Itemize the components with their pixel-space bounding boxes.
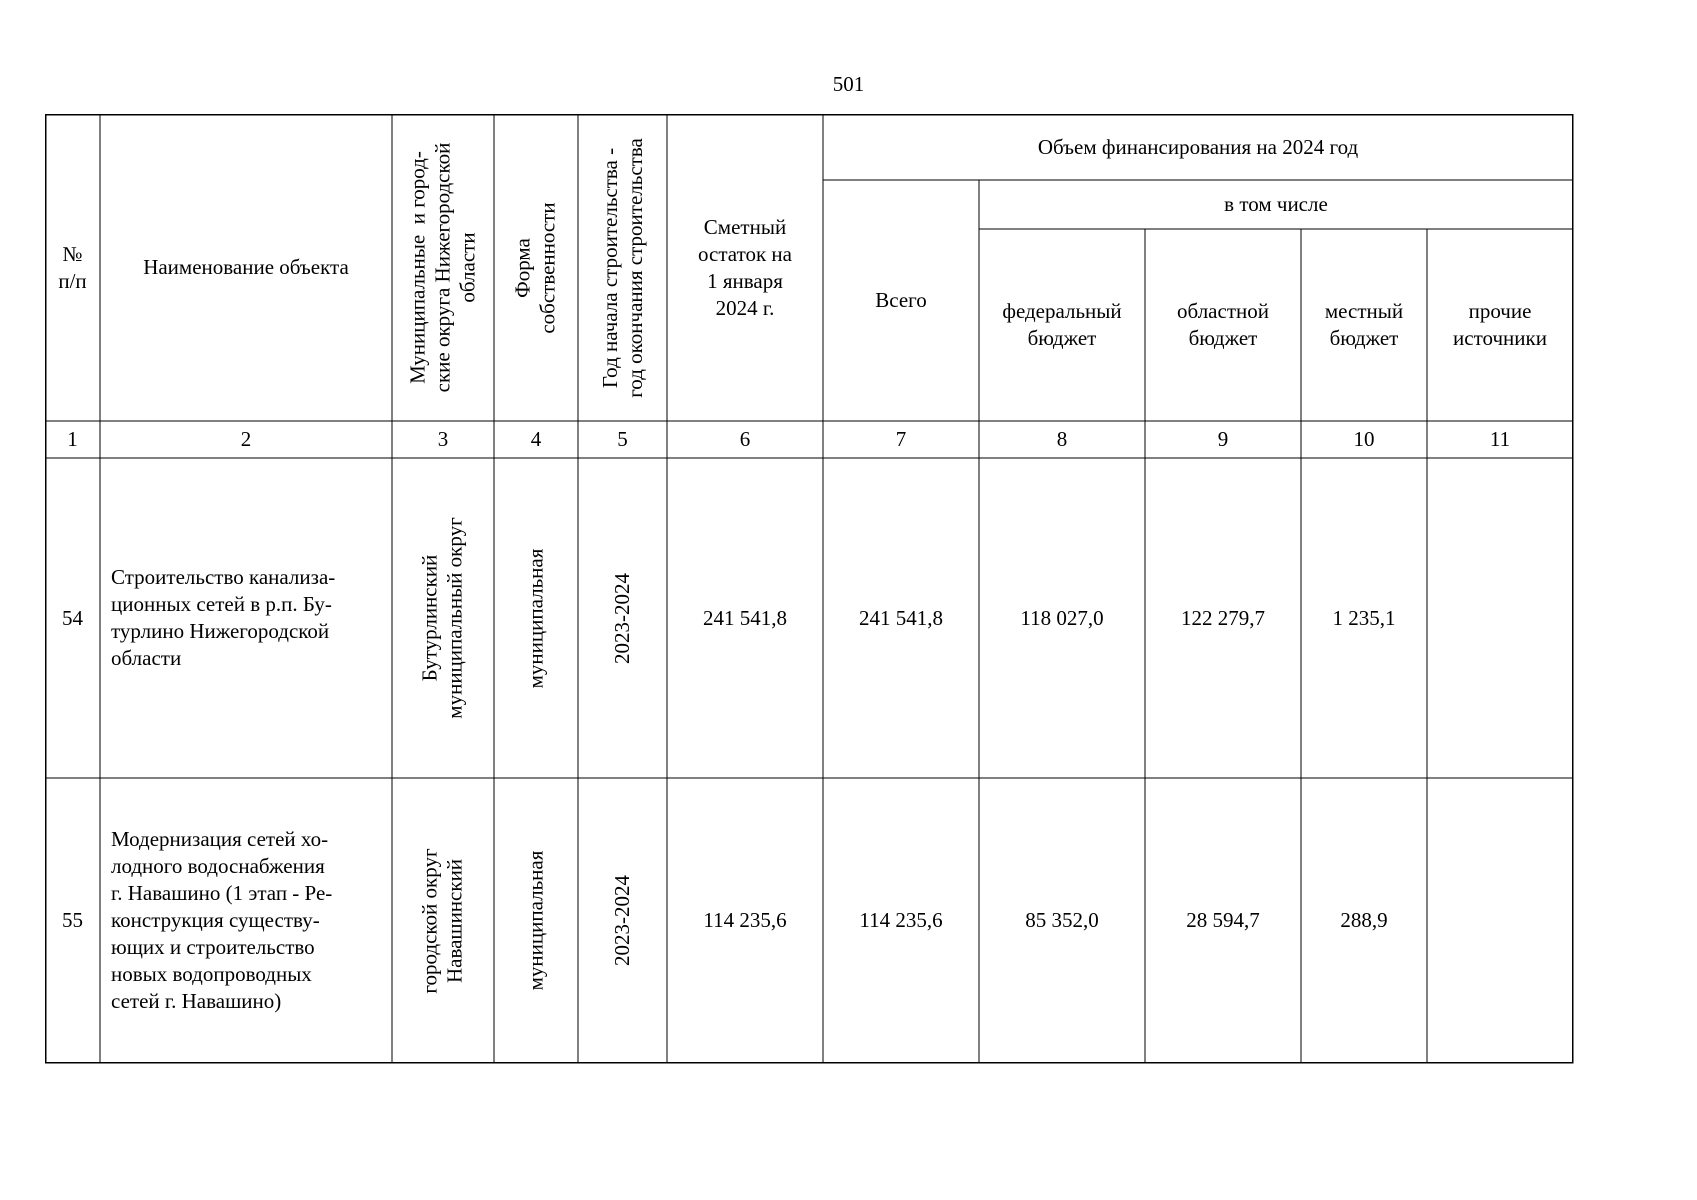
- header-other: прочие источники: [1453, 299, 1547, 350]
- header-federal: федеральный бюджет: [1002, 299, 1122, 350]
- federal-value: 118 027,0: [1020, 605, 1104, 630]
- row-number: 55: [62, 908, 83, 932]
- header-funding-group: Объем финансирования на 2024 год: [1037, 134, 1359, 159]
- column-number: 6: [739, 427, 751, 451]
- header-years: Год начала строительства - год окончания строительства: [597, 137, 647, 398]
- ownership: муниципальная: [523, 850, 548, 991]
- object-name: Модернизация сетей хо- лодного водоснабжения г. Навашино (1 этап - Ре- конструкция существу- ющих и строительство новых водопроводных сетей г. Навашино): [111, 827, 333, 1013]
- header-object-name: Наименование объекта: [143, 255, 349, 279]
- header-district: Муниципальные и город- ские округа Нижегородской области: [405, 142, 480, 393]
- column-number: 7: [895, 427, 907, 451]
- district-cell: [392, 778, 494, 1063]
- construction-years: 2023-2024: [610, 875, 634, 966]
- financing-table: [45, 114, 1573, 1063]
- column-number: 11: [1489, 427, 1511, 451]
- district-cell: [392, 458, 494, 778]
- column-number: 2: [240, 427, 252, 451]
- header-ownership-cell: [494, 114, 578, 421]
- district: городской округ Навашинский: [418, 847, 467, 994]
- column-number: 5: [617, 427, 628, 451]
- column-number: 3: [437, 427, 449, 451]
- header-including: в том числе: [1224, 192, 1328, 216]
- header-regional: областной бюджет: [1177, 299, 1269, 350]
- header-local: местный бюджет: [1324, 299, 1404, 350]
- regional-value: 28 594,7: [1186, 908, 1260, 932]
- years-cell: [578, 778, 667, 1063]
- page-number: 501: [832, 72, 865, 96]
- ownership-cell: [494, 778, 578, 1063]
- column-number: 9: [1217, 427, 1229, 451]
- construction-years: 2023-2024: [610, 572, 634, 664]
- header-years-cell: [578, 114, 667, 421]
- years-cell: [578, 458, 667, 778]
- column-number: 4: [530, 427, 542, 451]
- federal-value: 85 352,0: [1025, 908, 1099, 932]
- header-number: № п/п: [58, 241, 87, 293]
- other-value: [1427, 778, 1573, 1063]
- total-value: 114 235,6: [859, 908, 943, 932]
- ownership-cell: [494, 458, 578, 778]
- header-total: Всего: [875, 288, 927, 312]
- object-name: Строительство канализа- ционных сетей в р.п. Бу- турлино Нижегородской области: [111, 565, 336, 670]
- local-value: 1 235,1: [1332, 605, 1396, 630]
- local-value: 288,9: [1340, 908, 1388, 932]
- regional-value: 122 279,7: [1181, 605, 1265, 630]
- column-number: 10: [1353, 427, 1375, 451]
- estimate-value: 114 235,6: [703, 908, 787, 932]
- estimate-value: 241 541,8: [703, 605, 787, 630]
- ownership: муниципальная: [523, 548, 548, 688]
- header-district-cell: [392, 114, 494, 421]
- district: Бутурлинский муниципальный округ: [418, 517, 468, 719]
- column-number: 1: [67, 427, 78, 451]
- total-value: 241 541,8: [859, 605, 943, 630]
- header-ownership: Форма собственности: [511, 201, 561, 334]
- column-number: 8: [1056, 427, 1068, 451]
- header-estimate: Сметный остаток на 1 января 2024 г.: [698, 214, 792, 320]
- row-number: 54: [62, 605, 83, 630]
- other-value: [1427, 458, 1573, 778]
